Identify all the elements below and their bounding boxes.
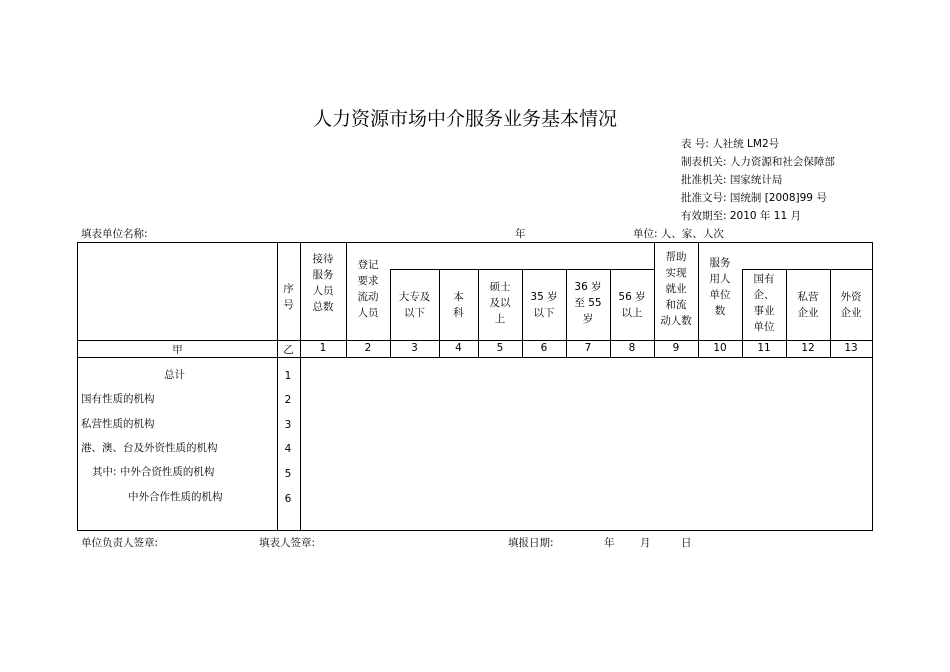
fill-unit-label: 填表单位名称: <box>81 228 148 240</box>
row-label-foreign: 港、澳、台及外资性质的机构 <box>81 442 218 454</box>
row-number: 5 <box>284 468 292 480</box>
footer-fill-date: 填报日期: <box>508 537 554 549</box>
unit-label: 单位: 人、家、人次 <box>633 228 724 240</box>
row-number: 4 <box>284 443 292 455</box>
page-title: 人力资源市场中介服务业务基本情况 <box>312 108 617 130</box>
code-cell: 2 <box>364 342 372 354</box>
col-header-shuoshi: 硕士 及以 上 <box>489 281 511 325</box>
valid-until: 有效期至: 2010 年 11 月 <box>681 210 801 222</box>
row-number: 3 <box>284 419 292 431</box>
col-header-dengji: 登记 要求 流动 人员 <box>357 259 379 319</box>
row-label-state-owned: 国有性质的机构 <box>81 393 155 405</box>
row-label-joint-venture: 其中: 中外合资性质的机构 <box>92 466 215 478</box>
col-header-jiedai: 接待 服务 人员 总数 <box>312 253 334 313</box>
footer-month: 月 <box>640 537 651 549</box>
code-cell: 8 <box>628 342 636 354</box>
statistics-table <box>77 242 873 531</box>
col-header-waizi: 外资 企业 <box>840 291 862 319</box>
col-header-siying: 私营 企业 <box>797 291 819 319</box>
footer-filler-signature: 填表人签章: <box>259 537 316 549</box>
year-label: 年 <box>515 228 526 240</box>
issuing-authority: 制表机关: 人力资源和社会保障部 <box>681 156 835 168</box>
row-number: 1 <box>284 370 292 382</box>
row-label-private: 私营性质的机构 <box>81 418 155 430</box>
col-header-xuhao: 序 号 <box>283 283 294 311</box>
approval-number: 批准文号: 国统制 [2008]99 号 <box>681 192 827 204</box>
code-cell: 6 <box>540 342 548 354</box>
code-cell: 4 <box>455 342 462 354</box>
col-header-guoyou: 国有 企、 事业 单位 <box>753 273 775 333</box>
row-label-total: 总计 <box>164 369 185 381</box>
code-cell: 5 <box>496 342 504 354</box>
code-cell: 7 <box>584 342 592 354</box>
col-header-benke: 本 科 <box>453 291 464 319</box>
code-cell: 乙 <box>283 344 294 356</box>
code-cell: 13 <box>844 342 858 354</box>
row-number: 6 <box>284 493 292 505</box>
col-header-age56: 56 岁 以上 <box>618 291 646 319</box>
approving-authority: 批准机关: 国家统计局 <box>681 174 783 186</box>
col-header-bangzhu: 帮助 实现 就业 和流 动人数 <box>660 251 692 327</box>
code-cell: 10 <box>713 342 727 354</box>
row-number: 2 <box>284 394 292 406</box>
footer-day: 日 <box>681 537 692 549</box>
col-header-age36: 36 岁 至 55 岁 <box>574 281 602 325</box>
code-cell: 甲 <box>172 344 183 356</box>
code-cell: 11 <box>757 342 771 354</box>
form-number: 表 号: 人社统 LM2号 <box>681 138 780 150</box>
col-header-age35: 35 岁 以下 <box>530 291 558 319</box>
code-cell: 12 <box>801 342 815 354</box>
code-cell: 3 <box>411 342 418 354</box>
code-cell: 1 <box>319 342 327 354</box>
row-label-cooperative: 中外合作性质的机构 <box>128 491 223 503</box>
footer-unit-head-signature: 单位负责人签章: <box>81 537 159 549</box>
col-header-fuwu: 服务 用人 单位 数 <box>709 257 731 317</box>
col-header-dazhuan: 大专及 以下 <box>398 291 431 319</box>
code-cell: 9 <box>672 342 680 354</box>
footer-year: 年 <box>604 537 615 549</box>
